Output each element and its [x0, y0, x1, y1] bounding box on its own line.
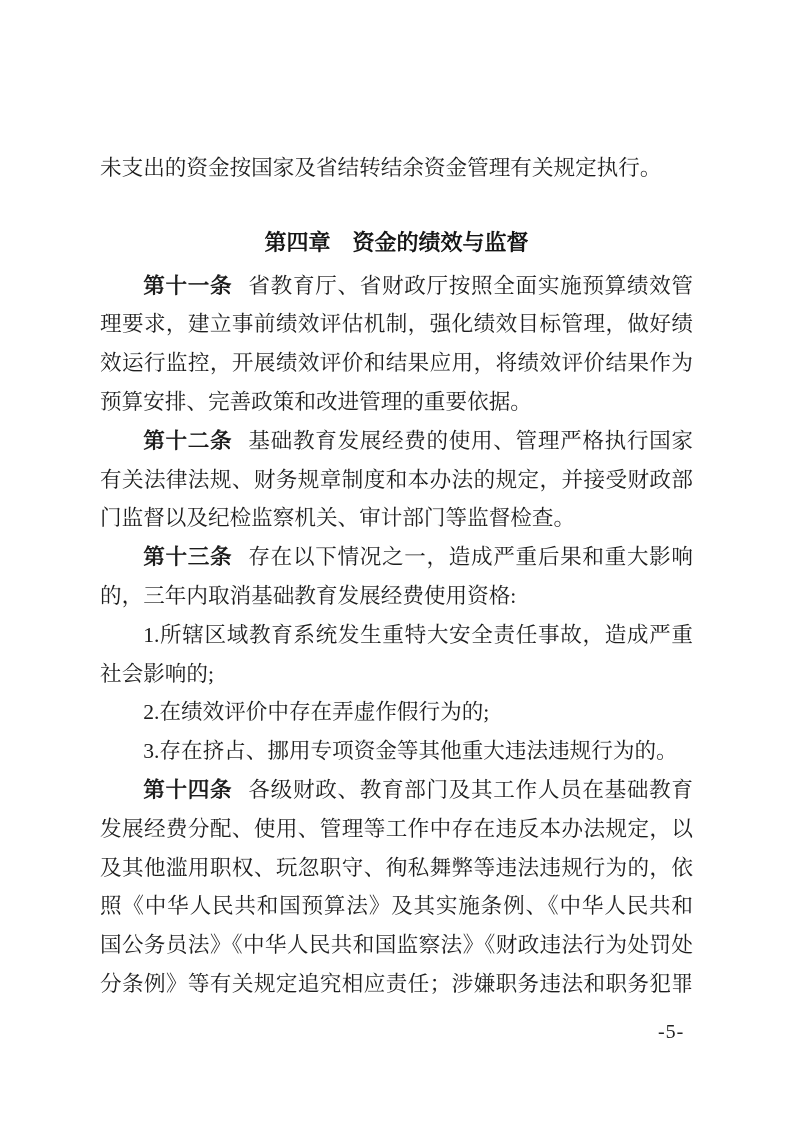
article-14: [100, 771, 693, 1004]
document-page: [100, 149, 693, 1004]
article-11-text: 省教育厅、省财政厅按照全面实施预算绩效管理要求，建立事前绩效评估机制，强化绩效目标管理，做好绩效运行监控，开展绩效评价和结果应用，将绩效评价结果作为预算安排、完善政策和改进管理的重要依据。: [100, 273, 693, 414]
chapter-heading: 第四章 资金的绩效与监督: [264, 229, 529, 255]
article-13: [100, 538, 693, 616]
article-13-text: 存在以下情况之一，造成严重后果和重大影响的，三年内取消基础教育发展经费使用资格:: [100, 545, 693, 608]
article-14-number: 第十四条: [143, 777, 233, 802]
clause-1: 1.所辖区域教育系统发生重特大安全责任事故，造成严重社会影响的;: [100, 622, 693, 686]
paragraph-continuation: 未支出的资金按国家及省结转结余资金管理有关规定执行。: [100, 156, 662, 180]
page-number: -5-: [658, 1021, 685, 1043]
clause-2: 2.在绩效评价中存在弄虚作假行为的;: [143, 700, 490, 725]
article-12-text: 基础教育发展经费的使用、管理严格执行国家有关法律法规、财务规章制度和本办法的规定，并接受财政部门监督以及纪检监察机关、审计部门等监督检查。: [100, 428, 693, 531]
article-12: [100, 422, 693, 538]
article-11: [100, 267, 693, 422]
article-12-number: 第十二条: [143, 428, 233, 453]
article-14-text: 各级财政、教育部门及其工作人员在基础教育发展经费分配、使用、管理等工作中存在违反本办法规定，以及其他滥用职权、玩忽职守、徇私舞弊等违法违规行为的，依照《中华人民共和国预算法》及其实施条例、《中华人民共和国公务员法》《中华人民共和国监察法》《财政违法行为处罚处分条例》等有关规定追究相应责任；涉嫌职务违法和职务犯罪: [100, 777, 693, 996]
article-13-number: 第十三条: [143, 545, 233, 570]
article-11-number: 第十一条: [143, 273, 233, 298]
clause-3: 3.存在挤占、挪用专项资金等其他重大违法违规行为的。: [143, 739, 678, 764]
